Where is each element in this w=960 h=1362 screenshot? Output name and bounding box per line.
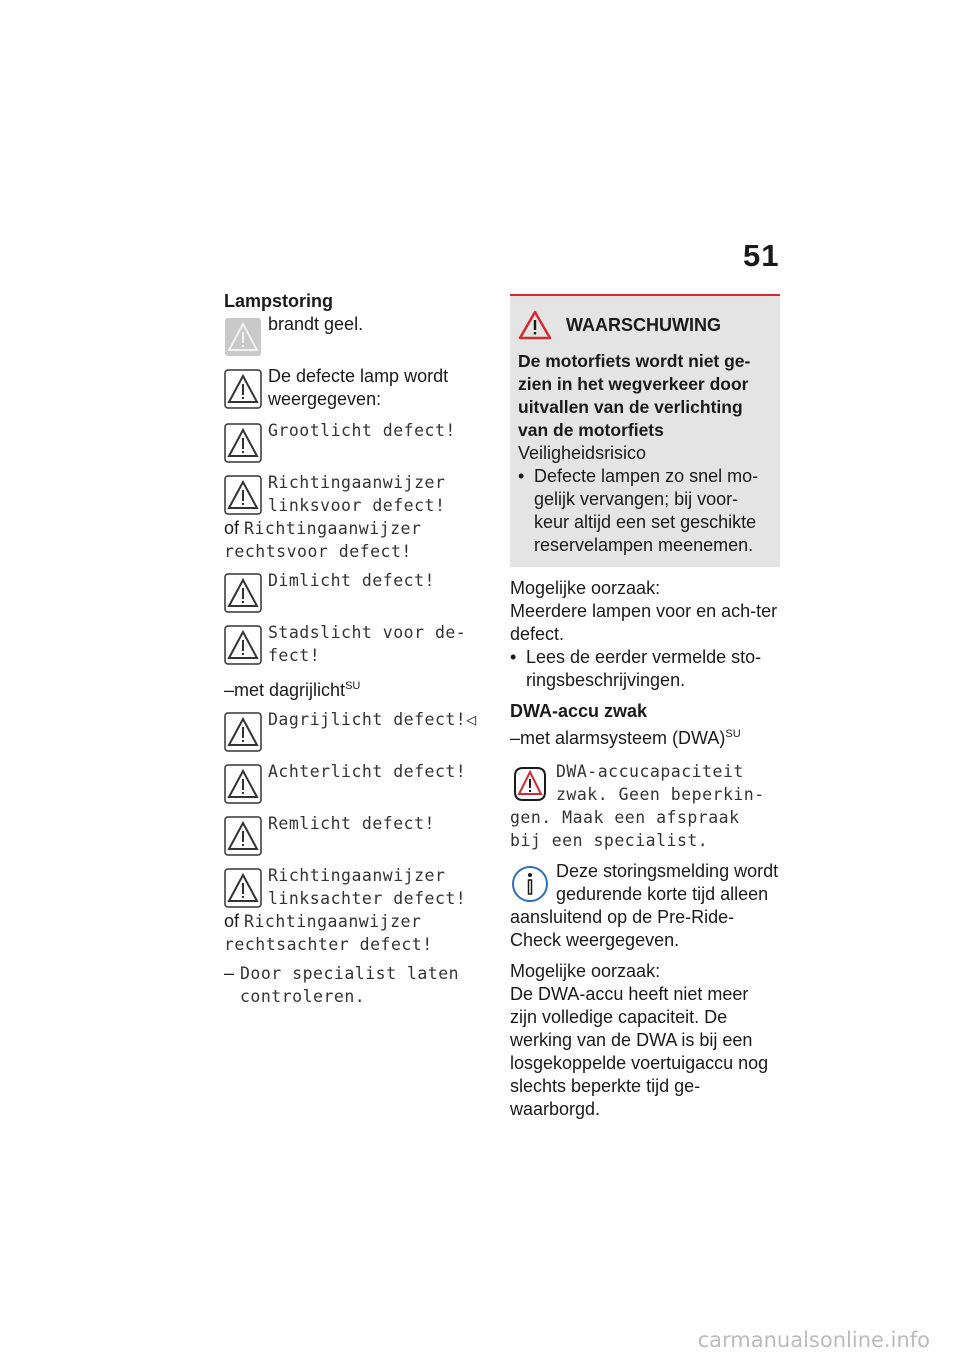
or-line-rear [224, 910, 486, 956]
action-text: Door specialist laten controleren. [240, 964, 460, 1006]
message-turn-front-alt: Richtingaanwijzer rechtsvoor defect! [224, 519, 422, 561]
cause-bullet [510, 646, 780, 692]
cause-label: Mogelijke oorzaak: [510, 578, 661, 598]
warning-triangle-icon [224, 475, 262, 515]
bullet-dot: • [510, 647, 517, 667]
warning-triangle-icon [224, 625, 262, 665]
drl-line [224, 675, 486, 702]
message-lowbeam: Dimlicht defect! [268, 571, 435, 590]
warning-triangle-icon [224, 369, 262, 409]
msg-row-parking [224, 621, 486, 667]
warning-bullet [518, 465, 770, 557]
dwa-heading: DWA-accu zwak [510, 701, 648, 721]
dwa-line [510, 723, 780, 750]
message-turn-rear: Richtingaanwijzer linksachter defect! [268, 866, 467, 908]
message-turn-front: Richtingaanwijzer linksvoor defect! [268, 473, 446, 515]
section-heading-lampstoring: Lampstoring [224, 291, 334, 311]
warning-exclamation-icon [510, 762, 550, 806]
warning-triangle-icon [224, 573, 262, 613]
msg-row-turn-rear [224, 864, 486, 910]
msg-row-drl [224, 708, 486, 752]
message-highbeam: Grootlicht defect! [268, 421, 456, 440]
warning-triangle-filled-icon [224, 317, 262, 357]
message-rear: Achterlicht defect! [268, 762, 467, 781]
warning-box [510, 294, 780, 567]
msg-row-brake [224, 812, 486, 856]
cause-bullet-text: Lees de eerder vermelde sto-ringsbeschrijvingen. [526, 647, 762, 690]
warning-triangle-icon [224, 868, 262, 908]
warning-bullet-text: Defecte lampen zo snel mo-gelijk vervangen; bij voor-keur altijd een set geschikte reservelampen meenemen. [534, 466, 759, 555]
right-column [510, 294, 780, 1121]
message-brake: Remlicht defect! [268, 814, 435, 833]
message-drl: Dagrijlicht defect!◁ [268, 710, 477, 729]
or-label: of [224, 911, 240, 931]
warning-triangle-icon [224, 816, 262, 856]
cause-text: Meerdere lampen voor en ach-ter defect. [510, 601, 778, 644]
bullet-dot: • [518, 466, 525, 486]
msg-row-lowbeam [224, 569, 486, 613]
warning-header [518, 310, 770, 340]
warning-triangle-red-icon [518, 310, 552, 340]
intro-line: brandt geel. [268, 314, 364, 334]
drl-sup: SU [345, 680, 361, 692]
message-turn-rear-alt: Richtingaanwijzer rechtsachter defect! [224, 912, 433, 954]
or-line-front [224, 517, 486, 563]
warning-title: WAARSCHUWING [566, 314, 721, 335]
page-number: 51 [743, 238, 780, 273]
left-column [224, 290, 486, 1008]
display-info-row [224, 365, 486, 411]
warning-triangle-icon [224, 423, 262, 463]
msg-row-turn-front [224, 471, 486, 517]
watermark: carmanualsonline.info [697, 1328, 930, 1352]
warning-risk: Veiligheidsrisico [518, 443, 647, 463]
warning-lead: De motorfiets wordt niet ge-zien in het wegverkeer door uitvallen van de verlichting van de motorfiets [518, 351, 751, 440]
dash-marker: – [224, 963, 235, 983]
or-label: of [224, 518, 240, 538]
yellow-warning-row [224, 313, 486, 357]
warning-triangle-icon [224, 712, 262, 752]
info-text: Deze storingsmelding wordt gedurende korte tijd alleen aansluitend op de Pre-Ride-Check weergegeven. [510, 861, 779, 950]
drl-prefix: –met dagrijlicht [224, 680, 346, 700]
cause2-label: Mogelijke oorzaak: [510, 961, 661, 981]
action-item [224, 962, 486, 1008]
message-parking: Stadslicht voor de-fect! [268, 623, 467, 665]
dwa-message-block [510, 760, 780, 852]
cause2-text: De DWA-accu heeft niet meer zijn volledige capaciteit. De werking van de DWA is bij een losgekoppelde voertuigaccu nog slechts beperkte tijd ge-waarborgd. [510, 984, 769, 1119]
dwa-message: DWA-accucapaciteit zwak. Geen beperkin-gen. Maak een afspraak bij een specialist. [510, 762, 765, 850]
dwa-sup: SU [725, 728, 741, 740]
warning-triangle-icon [224, 764, 262, 804]
msg-row-highbeam [224, 419, 486, 463]
dwa-prefix: –met alarmsysteem (DWA) [510, 728, 726, 748]
msg-row-rear [224, 760, 486, 804]
display-line: De defecte lamp wordt weergegeven: [268, 366, 449, 409]
info-block [510, 860, 780, 952]
info-icon [510, 862, 550, 906]
